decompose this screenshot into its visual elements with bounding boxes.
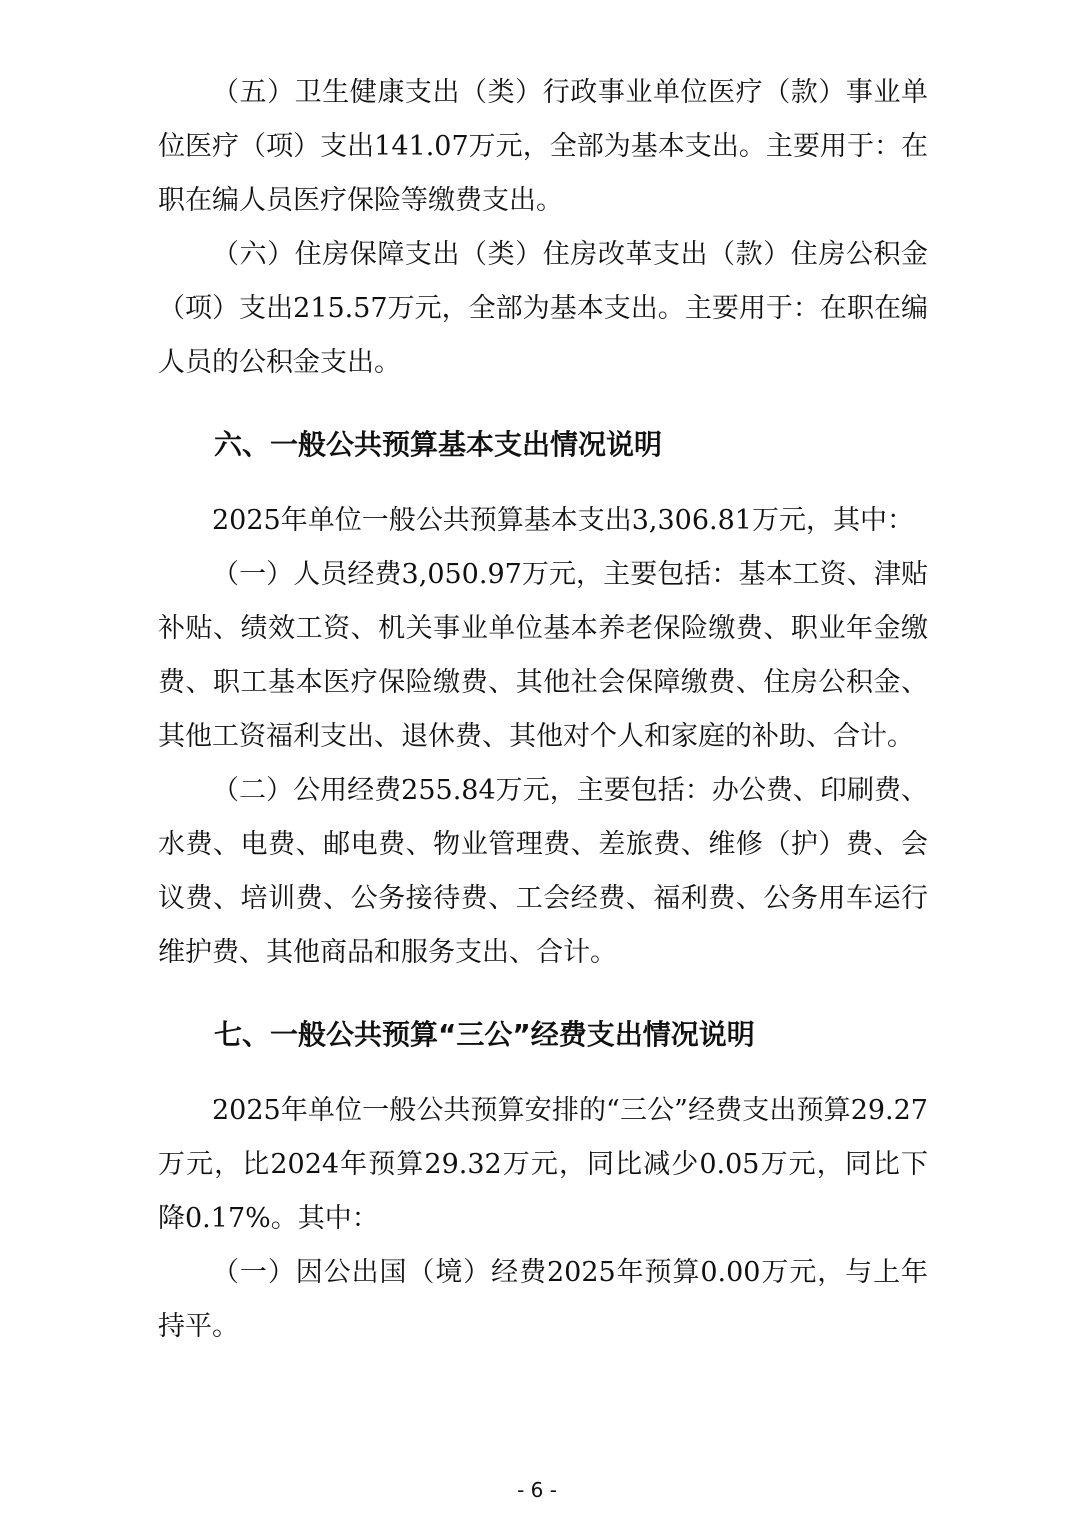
section-6-heading: 六、一般公共预算基本支出情况说明 [214,428,663,461]
section-7-overseas-expenses: （一）因公出国（境）经费2025年预算0.00万元，与上年持平。 [158,1257,928,1342]
page-number: - 6 - [517,1478,557,1502]
section-6-intro: 2025年单位一般公共预算基本支出3,306.81万元，其中： [212,505,914,536]
paragraph-housing-expenditure: （六）住房保障支出（类）住房改革支出（款）住房公积金（项）支出215.57万元，全部为基本支出。主要用于：在职在编人员的公积金支出。 [158,239,928,378]
section-6-public-expenses: （二）公用经费255.84万元，主要包括：办公费、印刷费、水费、电费、邮电费、物业管理费、差旅费、维修（护）费、会议费、培训费、公务接待费、工会经费、福利费、公务用车运行维护费、其他商品和服务支出、合计。 [158,775,928,968]
section-6-personnel-expenses: （一）人员经费3,050.97万元，主要包括：基本工资、津贴补贴、绩效工资、机关事业单位基本养老保险缴费、职业年金缴费、职工基本医疗保险缴费、其他社会保障缴费、住房公积金、其他工资福利支出、退休费、其他对个人和家庭的补助、合计。 [158,559,928,752]
document-body [158,66,928,1354]
section-7-intro: 2025年单位一般公共预算安排的“三公”经费支出预算29.27万元，比2024年预算29.32万元，同比减少0.05万元，同比下降0.17%。其中： [158,1095,928,1234]
section-7-heading: 七、一般公共预算“三公”经费支出情况说明 [214,1018,755,1051]
paragraph-health-expenditure: （五）卫生健康支出（类）行政事业单位医疗（款）事业单位医疗（项）支出141.07万元，全部为基本支出。主要用于：在职在编人员医疗保险等缴费支出。 [158,77,928,216]
